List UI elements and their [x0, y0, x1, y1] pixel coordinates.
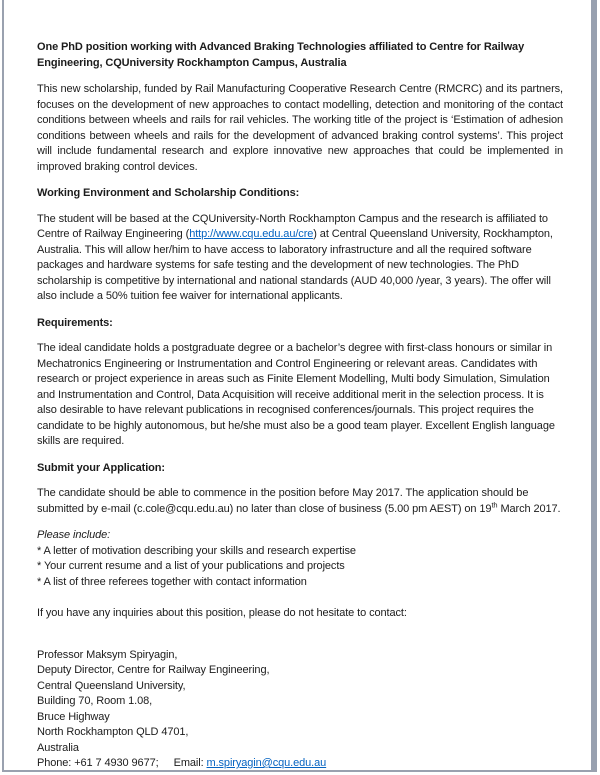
- contact-line-city: North Rockhampton QLD 4701,: [37, 726, 189, 738]
- working-environment-heading: Working Environment and Scholarship Conditions:: [37, 187, 300, 199]
- document-title-line-1: One PhD position working with Advanced Braking Technologies affiliated to Centre for Railway: [37, 41, 525, 53]
- intro-paragraph: This new scholarship, funded by Rail Manufacturing Cooperative Research Centre (RMCRC) and its partners, focuses on the development of new approaches to contact modelling, detection and monitoring of the contact conditions between wheels and rails for rail vehicles. The working title of the project is ‘Estimation of adhesion conditions between wheels and rails for the development of advanced braking control systems’. This project will include fundamental research and explore innovative new approaches that could be implemented in improved braking control devices.: [37, 83, 563, 173]
- page-border-left: [2, 0, 4, 772]
- ordinal-superscript: th: [491, 499, 498, 509]
- document-title-line-2: Engineering, CQUniversity Rockhampton Campus, Australia: [37, 56, 347, 69]
- please-include-label: Please include:: [37, 529, 111, 541]
- submit-application-heading: Submit your Application:: [37, 461, 165, 474]
- working-environment-paragraph: [37, 212, 563, 305]
- contact-line-country: Australia: [37, 741, 79, 754]
- phone-number: Phone: +61 7 4930 9677;: [37, 757, 159, 769]
- contact-line-role: Deputy Director, Centre for Railway Engineering,: [37, 664, 270, 676]
- submit-text-after: March 2017.: [497, 502, 561, 515]
- document-title: [37, 40, 563, 71]
- email-label: Email:: [173, 757, 204, 769]
- working-environment-text-before: The student will be based at the CQUniversity-North Rockhampton Campus and the research is affiliated to Centre of Railway Engineering (: [37, 212, 548, 240]
- contact-block: [37, 648, 563, 772]
- inquiries-line: If you have any inquiries about this position, please do not hesitate to contact:: [37, 607, 407, 619]
- contact-line-street: Bruce Highway: [37, 710, 110, 723]
- submit-text-before: The candidate should be able to commence in the position before May 2017. The application should be submitted by e-mail (c.cole@cqu.edu.au) no later than close of business (5.00 pm AEST) on 19: [37, 487, 529, 515]
- please-include-item: * A letter of motivation describing your skills and research expertise: [37, 544, 356, 557]
- please-include-item: * Your current resume and a list of your publications and projects: [37, 560, 345, 572]
- requirements-heading: Requirements:: [37, 316, 113, 329]
- contact-line-phone-email: [37, 756, 563, 772]
- cre-website-link[interactable]: http://www.cqu.edu.au/cre: [189, 228, 314, 240]
- document-content: [37, 40, 563, 772]
- page-edge-right: [591, 0, 597, 772]
- working-environment-text-after: ) at Central Queensland University, Rockhampton, Australia. This will allow her/him to have access to laboratory infrastructure and all the required software packages and hardware systems for safe testing and the development of new technologies. The PhD scholarship is competitive by international and national standards (AUD 40,000 /year, 3 years). The offer will also include a 50% tuition fee waiver for international applicants.: [37, 228, 553, 302]
- contact-line-university: Central Queensland University,: [37, 679, 186, 692]
- requirements-paragraph: The ideal candidate holds a postgraduate degree or a bachelor’s degree with first-class honours or similar in Mechatronics Engineering or Instrumentation and Control Engineering or relevant areas. Candidates with research or project experience in areas such as Finite Element Modelling, Multi body Simulation, Simulation and Instrumentation and Control, Data Acquisition will receive additional merit in the selection process. It is also desirable to have relevant publications in recognised conferences/journals. This project requires the candidate to be highly autonomous, but he/she must also be a good team player. Excellent English language skills are required.: [37, 342, 555, 447]
- contact-line-building: Building 70, Room 1.08,: [37, 695, 153, 707]
- please-include-block: [37, 528, 563, 590]
- please-include-item: * A list of three referees together with contact information: [37, 575, 307, 588]
- contact-email-link[interactable]: m.spiryagin@cqu.edu.au: [206, 757, 327, 769]
- contact-line-name: Professor Maksym Spiryagin,: [37, 648, 178, 661]
- submit-application-paragraph: [37, 486, 563, 517]
